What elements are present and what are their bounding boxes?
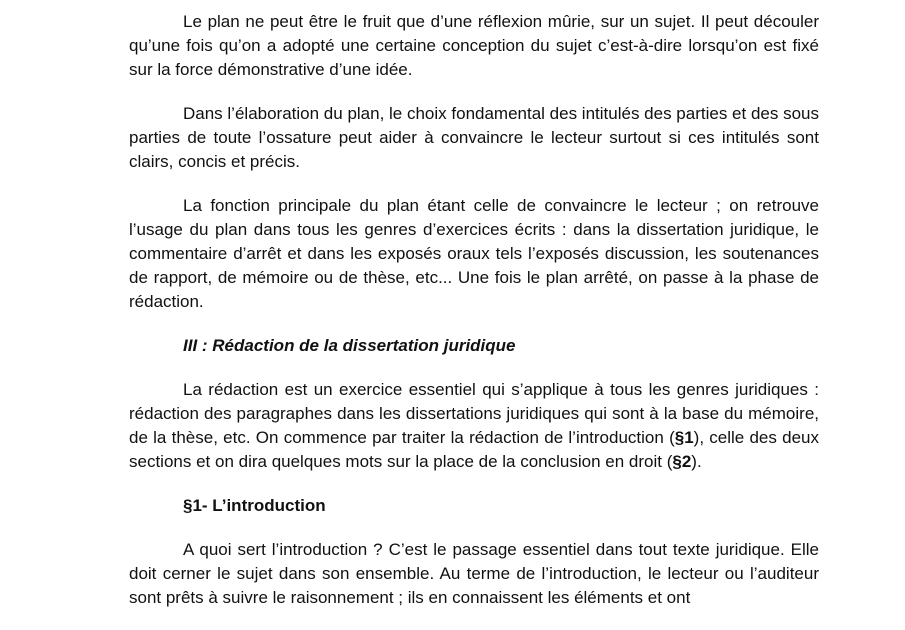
document-page — [129, 10, 819, 630]
paragraph-redaction — [129, 378, 819, 474]
paragraph-introduction: A quoi sert l’introduction ? C’est le passage essentiel dans tout texte juridique. Elle doit cerner le sujet dans son ensemble. Au terme de l’introduction, le lecteur ou l’auditeur sont prêts à suivre le raisonnement ; ils en connaissent les éléments et ont — [129, 540, 819, 607]
paragraph-plan-elaboration: Dans l’élaboration du plan, le choix fondamental des intitulés des parties et des sous parties de toute l’ossature peut aider à convaincre le lecteur surtout si ces intitulés sont clairs, concis et précis. — [129, 104, 819, 171]
section-heading-redaction: III : Rédaction de la dissertation juridique — [183, 336, 516, 355]
subsection-heading-introduction: §1- L’introduction — [183, 496, 326, 515]
paragraph-plan-fonction: La fonction principale du plan étant celle de convaincre le lecteur ; on retrouve l’usage du plan dans tous les genres d’exercices écrits : dans la dissertation juridique, le commentaire d’arrêt et dans les exposés oraux tels l’exposés discussion, les soutenances de rapport, de mémoire ou de thèse, etc... Une fois le plan arrêté, on passe à la phase de rédaction. — [129, 196, 819, 311]
reference-s1: §1 — [674, 428, 694, 447]
paragraph-redaction-text-3: ). — [691, 452, 702, 471]
reference-s2: §2 — [672, 452, 692, 471]
paragraph-redaction-text-2: ), celle des deux sections et on dira quelques mots sur la place de la conclusion en droit ( — [129, 428, 819, 471]
paragraph-redaction-text-1: La rédaction est un exercice essentiel qui s’applique à tous les genres juridiques : rédaction des paragraphes dans les dissertations juridiques qui sont à la base du mémoire, de la thèse, etc. On commence par traiter la rédaction de l’introduction ( — [129, 380, 819, 447]
paragraph-plan-reflexion: Le plan ne peut être le fruit que d’une réflexion mûrie, sur un sujet. Il peut découler qu’une fois qu’on a adopté une certaine conception du sujet c’est-à-dire lorsqu’on est fixé sur la force démonstrative d’une idée. — [129, 12, 819, 79]
